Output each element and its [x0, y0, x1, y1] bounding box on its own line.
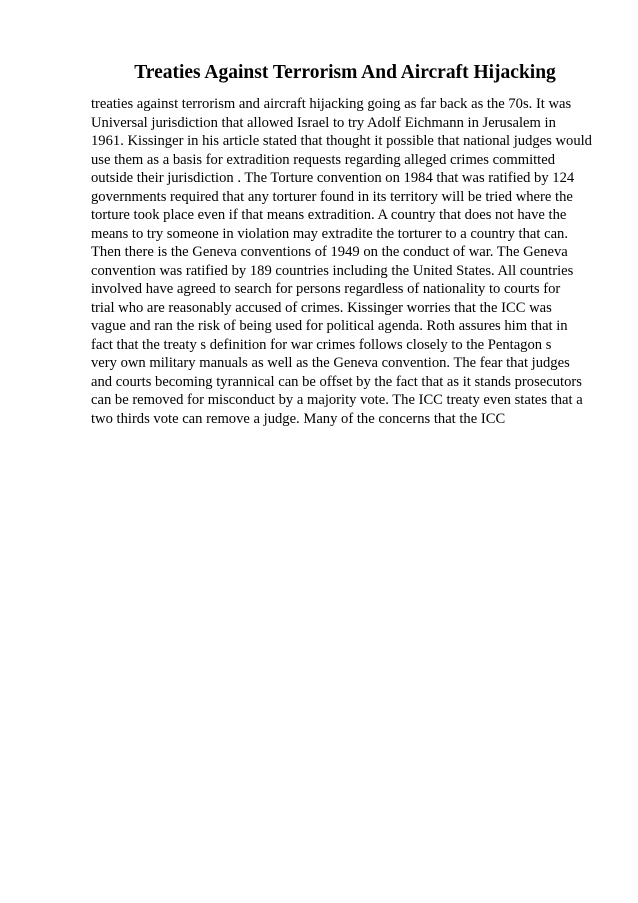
document-body	[91, 95, 592, 428]
body-text-line: and courts becoming tyrannical can be offset by the fact that as it stands prosecutors	[91, 373, 582, 390]
body-text-line: use them as a basis for extradition requests regarding alleged crimes committed	[91, 151, 556, 168]
body-text-line: fact that the treaty s definition for war crimes follows closely to the Pentagon s	[91, 336, 552, 353]
body-text-line: vague and ran the risk of being used for political agenda. Roth assures him that in	[91, 318, 568, 334]
body-text-line: trial who are reasonably accused of crimes. Kissinger worries that the ICC was	[91, 299, 552, 316]
body-text-line: Universal jurisdiction that allowed Israel to try Adolf Eichmann in Jerusalem in	[91, 114, 556, 131]
body-text-line: can be removed for misconduct by a majority vote. The ICC treaty even states that a	[91, 392, 583, 408]
body-text-line: governments required that any torturer found in its territory will be tried where the	[91, 188, 573, 205]
body-text-line: involved have agreed to search for persons regardless of nationality to courts for	[91, 281, 561, 297]
body-text-line: Then there is the Geneva conventions of 1949 on the conduct of war. The Geneva	[91, 244, 568, 260]
body-text-line: convention was ratified by 189 countries including the United States. All countries	[91, 262, 574, 279]
body-text-line: two thirds vote can remove a judge. Many of the concerns that the ICC	[91, 410, 506, 427]
body-text-line: treaties against terrorism and aircraft hijacking going as far back as the 70s. It was	[91, 96, 572, 112]
body-text-line: torture took place even if that means extradition. A country that does not have the	[91, 207, 567, 223]
body-text-line: outside their jurisdiction . The Torture convention on 1984 that was ratified by 124	[91, 170, 575, 186]
body-text-line: very own military manuals as well as the Geneva convention. The fear that judges	[91, 355, 570, 371]
body-text-line: 1961. Kissinger in his article stated that thought it possible that national judges would	[91, 133, 592, 149]
body-text-line: means to try someone in violation may extradite the torturer to a country that can.	[91, 225, 568, 242]
document-title: Treaties Against Terrorism And Aircraft Hijacking	[134, 62, 556, 83]
